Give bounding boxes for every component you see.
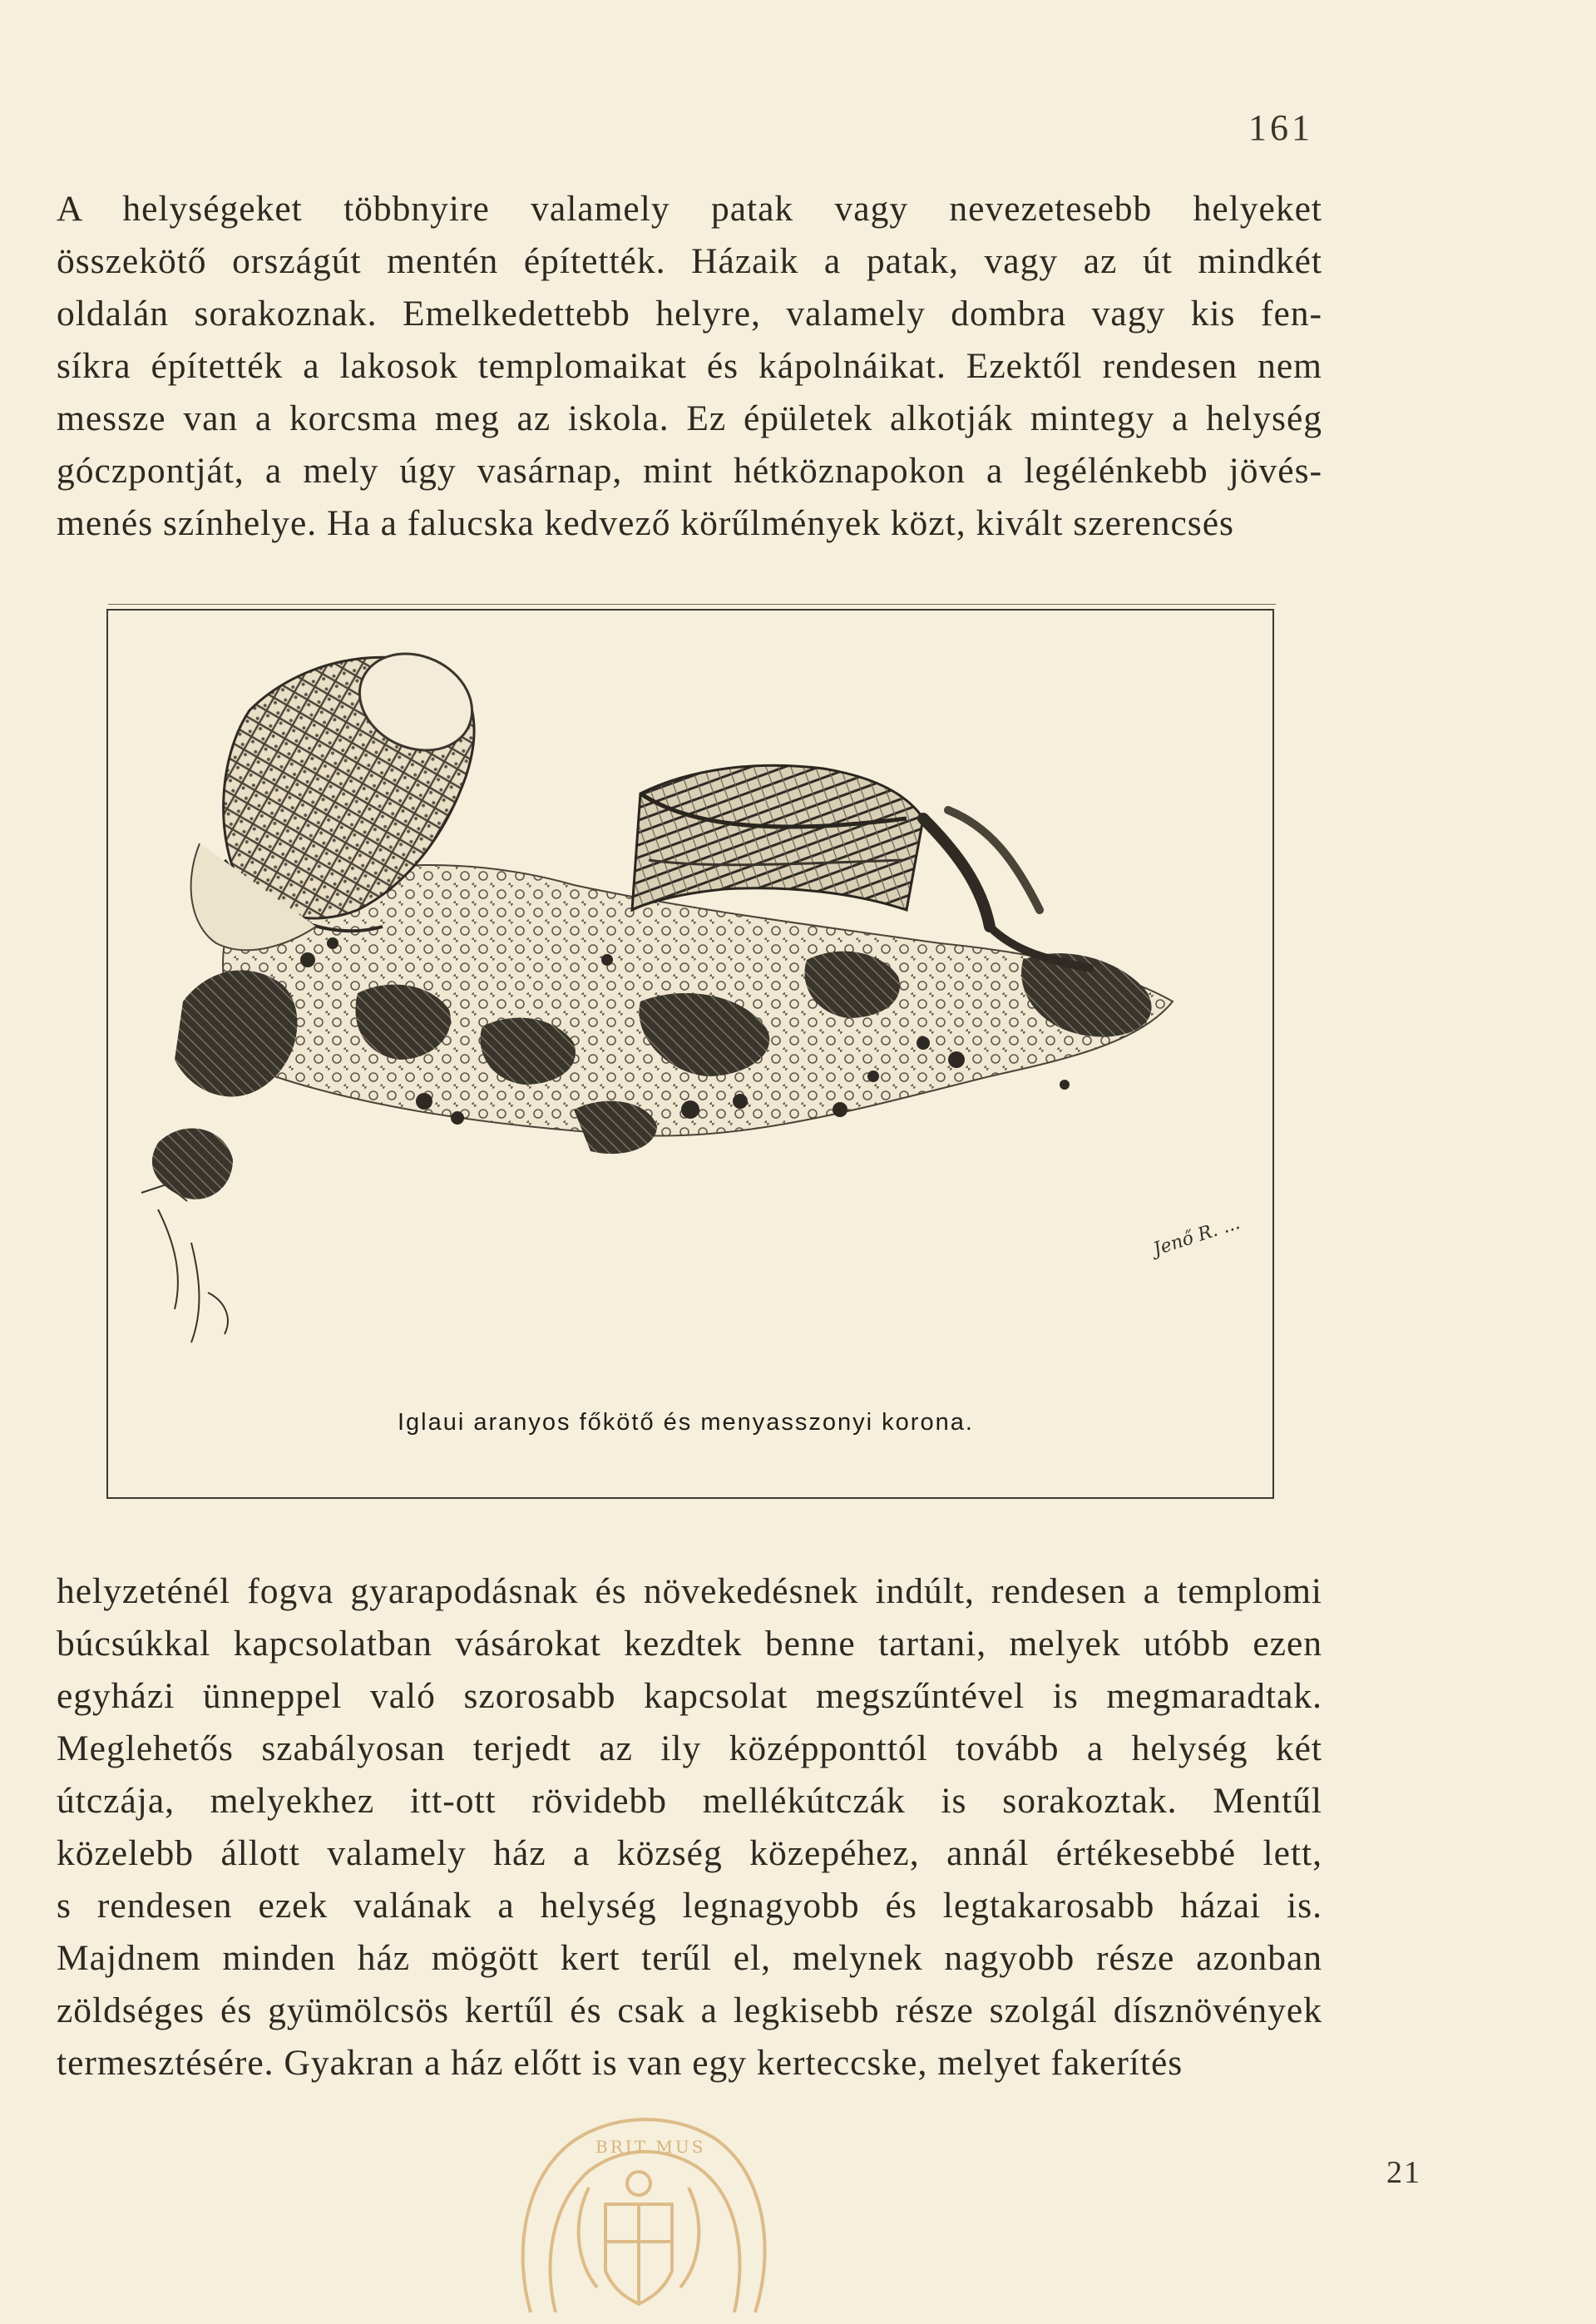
text-line: Majdnem minden ház mögött kert terűl el, melynek nagyobb része azonban: [57, 1938, 1322, 1978]
text-line: helyzeténél fogva gyarapodásnak és növekedésnek indúlt, rendesen a templomi: [57, 1571, 1322, 1611]
artist-signature: Jenő R. ...: [1150, 1212, 1243, 1261]
text-line: A helységeket többnyire valamely patak vagy nevezetesebb helyeket: [57, 189, 1322, 229]
text-line: útczája, melyekhez itt-ott rövidebb mellékútczák is sorakoztak. Mentűl: [57, 1781, 1322, 1821]
text-line: s rendesen ezek valának a helység legnagyobb és legtakarosabb házai is.: [57, 1886, 1322, 1926]
text-line: Meglehetős szabályosan terjedt az ily középponttól tovább a helység két: [57, 1728, 1322, 1768]
text-line: menés színhelye. Ha a falucska kedvező körűlmények közt, kivált szerencsés: [57, 503, 1234, 543]
paragraph-top: [57, 183, 1322, 550]
paragraph-bottom: [57, 1565, 1322, 2089]
text-line: zöldséges és gyümölcsös kertűl és csak a legkisebb része szolgál dísznövények: [57, 1990, 1322, 2030]
stamp-text: BRIT MUS: [595, 2137, 706, 2157]
text-line: közelebb állott valamely ház a község közepéhez, annál értékesebbé lett,: [57, 1833, 1322, 1873]
text-line: messze van a korcsma meg az iskola. Ez épületek alkotják mintegy a helység: [57, 398, 1322, 438]
sketch-strokes: [141, 1184, 228, 1342]
text-line: góczpontját, a mely úgy vasárnap, mint hétköznapokon a legélénkebb jövés-: [57, 451, 1322, 491]
illustration-figure: [106, 609, 1274, 1499]
illustration-drawing: [108, 611, 1272, 1497]
text-line: oldalán sorakoznak. Emelkedettebb helyre, valamely dombra vagy kis fen-: [57, 294, 1322, 334]
page-number: 161: [1248, 107, 1313, 148]
figure-caption: Iglaui aranyos főkötő és menyasszonyi korona.: [398, 1409, 974, 1436]
text-line: búcsúkkal kapcsolatban vásárokat kezdtek benne tartani, melyek utóbb ezen: [57, 1624, 1322, 1664]
library-stamp: [497, 2104, 780, 2322]
text-line: termesztésére. Gyakran a ház előtt is van egy kerteccske, melyet fakerítés: [57, 2043, 1183, 2083]
text-line: egyházi ünneppel való szorosabb kapcsolat megszűntével is megmaradtak.: [57, 1676, 1322, 1716]
text-line: síkra építették a lakosok templomaikat és kápolnáikat. Ezektől rendesen nem: [57, 346, 1322, 386]
signature-number: 21: [1386, 2155, 1421, 2190]
text-line: összekötő országút mentén építették. Házaik a patak, vagy az út mindkét: [57, 241, 1322, 281]
